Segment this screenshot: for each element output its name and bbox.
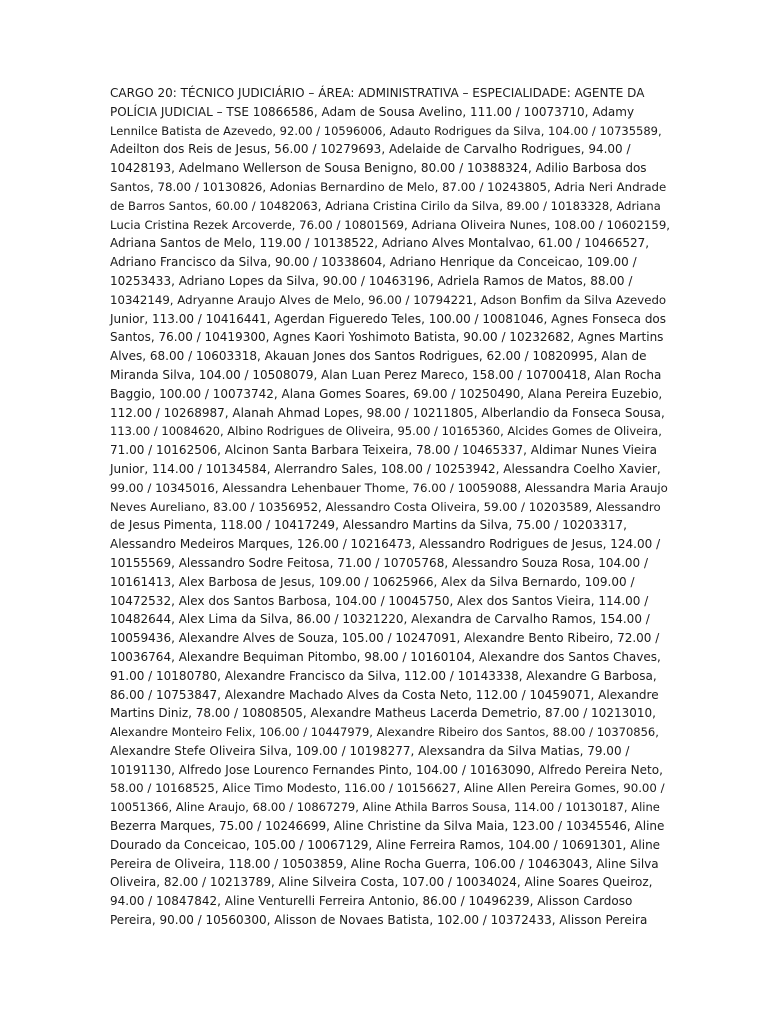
text-line: Oliveira, 82.00 / 10213789, Aline Silveira Costa, 107.00 / 10034024, Aline Soares Queiroz,: [110, 875, 653, 890]
text-line: de Jesus Pimenta, 118.00 / 10417249, Alessandro Martins da Silva, 75.00 / 10203317,: [110, 518, 627, 533]
text-line: de Barros Santos, 60.00 / 10482063, Adriana Cristina Cirilo da Silva, 89.00 / 10183328, Adriana: [110, 198, 661, 213]
text-line: Adriana Santos de Melo, 119.00 / 10138522, Adriano Alves Montalvao, 61.00 / 10466527,: [110, 236, 650, 251]
text-line: Miranda Silva, 104.00 / 10508079, Alan Luan Perez Mareco, 158.00 / 10700418, Alan Rocha: [110, 367, 662, 382]
text-line: Neves Aureliano, 83.00 / 10356952, Alessandro Costa Oliveira, 59.00 / 10203589, Alessandro: [110, 499, 661, 514]
text-line: 113.00 / 10084620, Albino Rodrigues de Oliveira, 95.00 / 10165360, Alcides Gomes de Oliveira,: [110, 424, 662, 439]
text-line: Alexandre Stefe Oliveira Silva, 109.00 / 10198277, Alexsandra da Silva Matias, 79.00 /: [110, 743, 630, 758]
text-line: Alessandro Medeiros Marques, 126.00 / 10216473, Alessandro Rodrigues de Jesus, 124.00 /: [110, 537, 661, 552]
text-line: Adeilton dos Reis de Jesus, 56.00 / 10279693, Adelaide de Carvalho Rodrigues, 94.00 /: [110, 142, 631, 157]
text-line: 10472532, Alex dos Santos Barbosa, 104.00 / 10045750, Alex dos Santos Vieira, 114.00 /: [110, 593, 649, 608]
text-line: 10059436, Alexandre Alves de Souza, 105.00 / 10247091, Alexandre Bento Ribeiro, 72.00 /: [110, 631, 660, 646]
text-line: Santos, 78.00 / 10130826, Adonias Bernardino de Melo, 87.00 / 10243805, Adria Neri Andrade: [110, 179, 667, 194]
text-line: 10155569, Alessandro Sodre Feitosa, 71.00 / 10705768, Alessandro Souza Rosa, 104.00 /: [110, 555, 649, 570]
text-line: 112.00 / 10268987, Alanah Ahmad Lopes, 98.00 / 10211805, Alberlandio da Fonseca Sousa,: [110, 405, 665, 420]
text-line: CARGO 20: TÉCNICO JUDICIÁRIO – ÁREA: ADMINISTRATIVA – ESPECIALIDADE: AGENTE DA: [110, 86, 645, 100]
text-line: 86.00 / 10753847, Alexandre Machado Alves da Costa Neto, 112.00 / 10459071, Alexandre: [110, 687, 659, 702]
text-line: Bezerra Marques, 75.00 / 10246699, Aline Christine da Silva Maia, 123.00 / 10345546, Aline: [110, 819, 665, 834]
text-line: 10191130, Alfredo Jose Lourenco Fernandes Pinto, 104.00 / 10163090, Alfredo Pereira Neto,: [110, 762, 663, 777]
text-line: Alexandre Monteiro Felix, 106.00 / 10447979, Alexandre Ribeiro dos Santos, 88.00 / 10370856,: [110, 725, 659, 740]
document-text: [110, 84, 670, 930]
text-line: 10253433, Adriano Lopes da Silva, 90.00 / 10463196, Adriela Ramos de Matos, 88.00 /: [110, 273, 633, 288]
text-line: Martins Diniz, 78.00 / 10808505, Alexandre Matheus Lacerda Demetrio, 87.00 / 10213010,: [110, 706, 656, 721]
text-line: Dourado da Conceicao, 105.00 / 10067129, Aline Ferreira Ramos, 104.00 / 10691301, Aline: [110, 837, 661, 852]
text-line: 10428193, Adelmano Wellerson de Sousa Benigno, 80.00 / 10388324, Adilio Barbosa dos: [110, 161, 647, 176]
text-line: 10051366, Aline Araujo, 68.00 / 10867279, Aline Athila Barros Sousa, 114.00 / 10130187, Aline: [110, 800, 660, 815]
text-line: Alves, 68.00 / 10603318, Akauan Jones dos Santos Rodrigues, 62.00 / 10820995, Alan de: [110, 349, 647, 364]
text-line: 91.00 / 10180780, Alexandre Francisco da Silva, 112.00 / 10143338, Alexandre G Barbosa,: [110, 668, 657, 683]
text-line: 10482644, Alex Lima da Silva, 86.00 / 10321220, Alexandra de Carvalho Ramos, 154.00 /: [110, 612, 650, 627]
text-line: 58.00 / 10168525, Alice Timo Modesto, 116.00 / 10156627, Aline Allen Pereira Gomes, 90.00 /: [110, 781, 665, 796]
text-line: Pereira de Oliveira, 118.00 / 10503859, Aline Rocha Guerra, 106.00 / 10463043, Aline Silva: [110, 856, 659, 871]
text-line: Junior, 113.00 / 10416441, Agerdan Figueredo Teles, 100.00 / 10081046, Agnes Fonseca dos: [110, 311, 667, 326]
text-line: POLÍCIA JUDICIAL – TSE 10866586, Adam de Sousa Avelino, 111.00 / 10073710, Adamy: [110, 104, 635, 119]
text-line: 10342149, Adryanne Araujo Alves de Melo, 96.00 / 10794221, Adson Bonfim da Silva Azevedo: [110, 292, 667, 307]
text-line: 10036764, Alexandre Bequiman Pitombo, 98.00 / 10160104, Alexandre dos Santos Chaves,: [110, 649, 661, 664]
text-line: 71.00 / 10162506, Alcinon Santa Barbara Teixeira, 78.00 / 10465337, Aldimar Nunes Vieira: [110, 443, 657, 458]
text-line: Lennilce Batista de Azevedo, 92.00 / 10596006, Adauto Rodrigues da Silva, 104.00 / 10735589,: [110, 123, 662, 138]
text-line: 10161413, Alex Barbosa de Jesus, 109.00 / 10625966, Alex da Silva Bernardo, 109.00 /: [110, 574, 635, 589]
text-line: 94.00 / 10847842, Aline Venturelli Ferreira Antonio, 86.00 / 10496239, Alisson Cardoso: [110, 894, 633, 909]
text-line: 99.00 / 10345016, Alessandra Lehenbauer Thome, 76.00 / 10059088, Alessandra Maria Araujo: [110, 480, 668, 495]
text-line: Junior, 114.00 / 10134584, Alerrandro Sales, 108.00 / 10253942, Alessandra Coelho Xavier,: [110, 461, 661, 476]
text-line: Adriano Francisco da Silva, 90.00 / 10338604, Adriano Henrique da Conceicao, 109.00 /: [110, 255, 637, 270]
text-line: Lucia Cristina Rezek Arcoverde, 76.00 / 10801569, Adriana Oliveira Nunes, 108.00 / 10602159,: [110, 217, 671, 232]
text-line: Baggio, 100.00 / 10073742, Alana Gomes Soares, 69.00 / 10250490, Alana Pereira Euzebio,: [110, 386, 663, 401]
text-line: Santos, 76.00 / 10419300, Agnes Kaori Yoshimoto Batista, 90.00 / 10232682, Agnes Martins: [110, 330, 664, 345]
text-line: Pereira, 90.00 / 10560300, Alisson de Novaes Batista, 102.00 / 10372433, Alisson Pereira: [110, 913, 648, 928]
